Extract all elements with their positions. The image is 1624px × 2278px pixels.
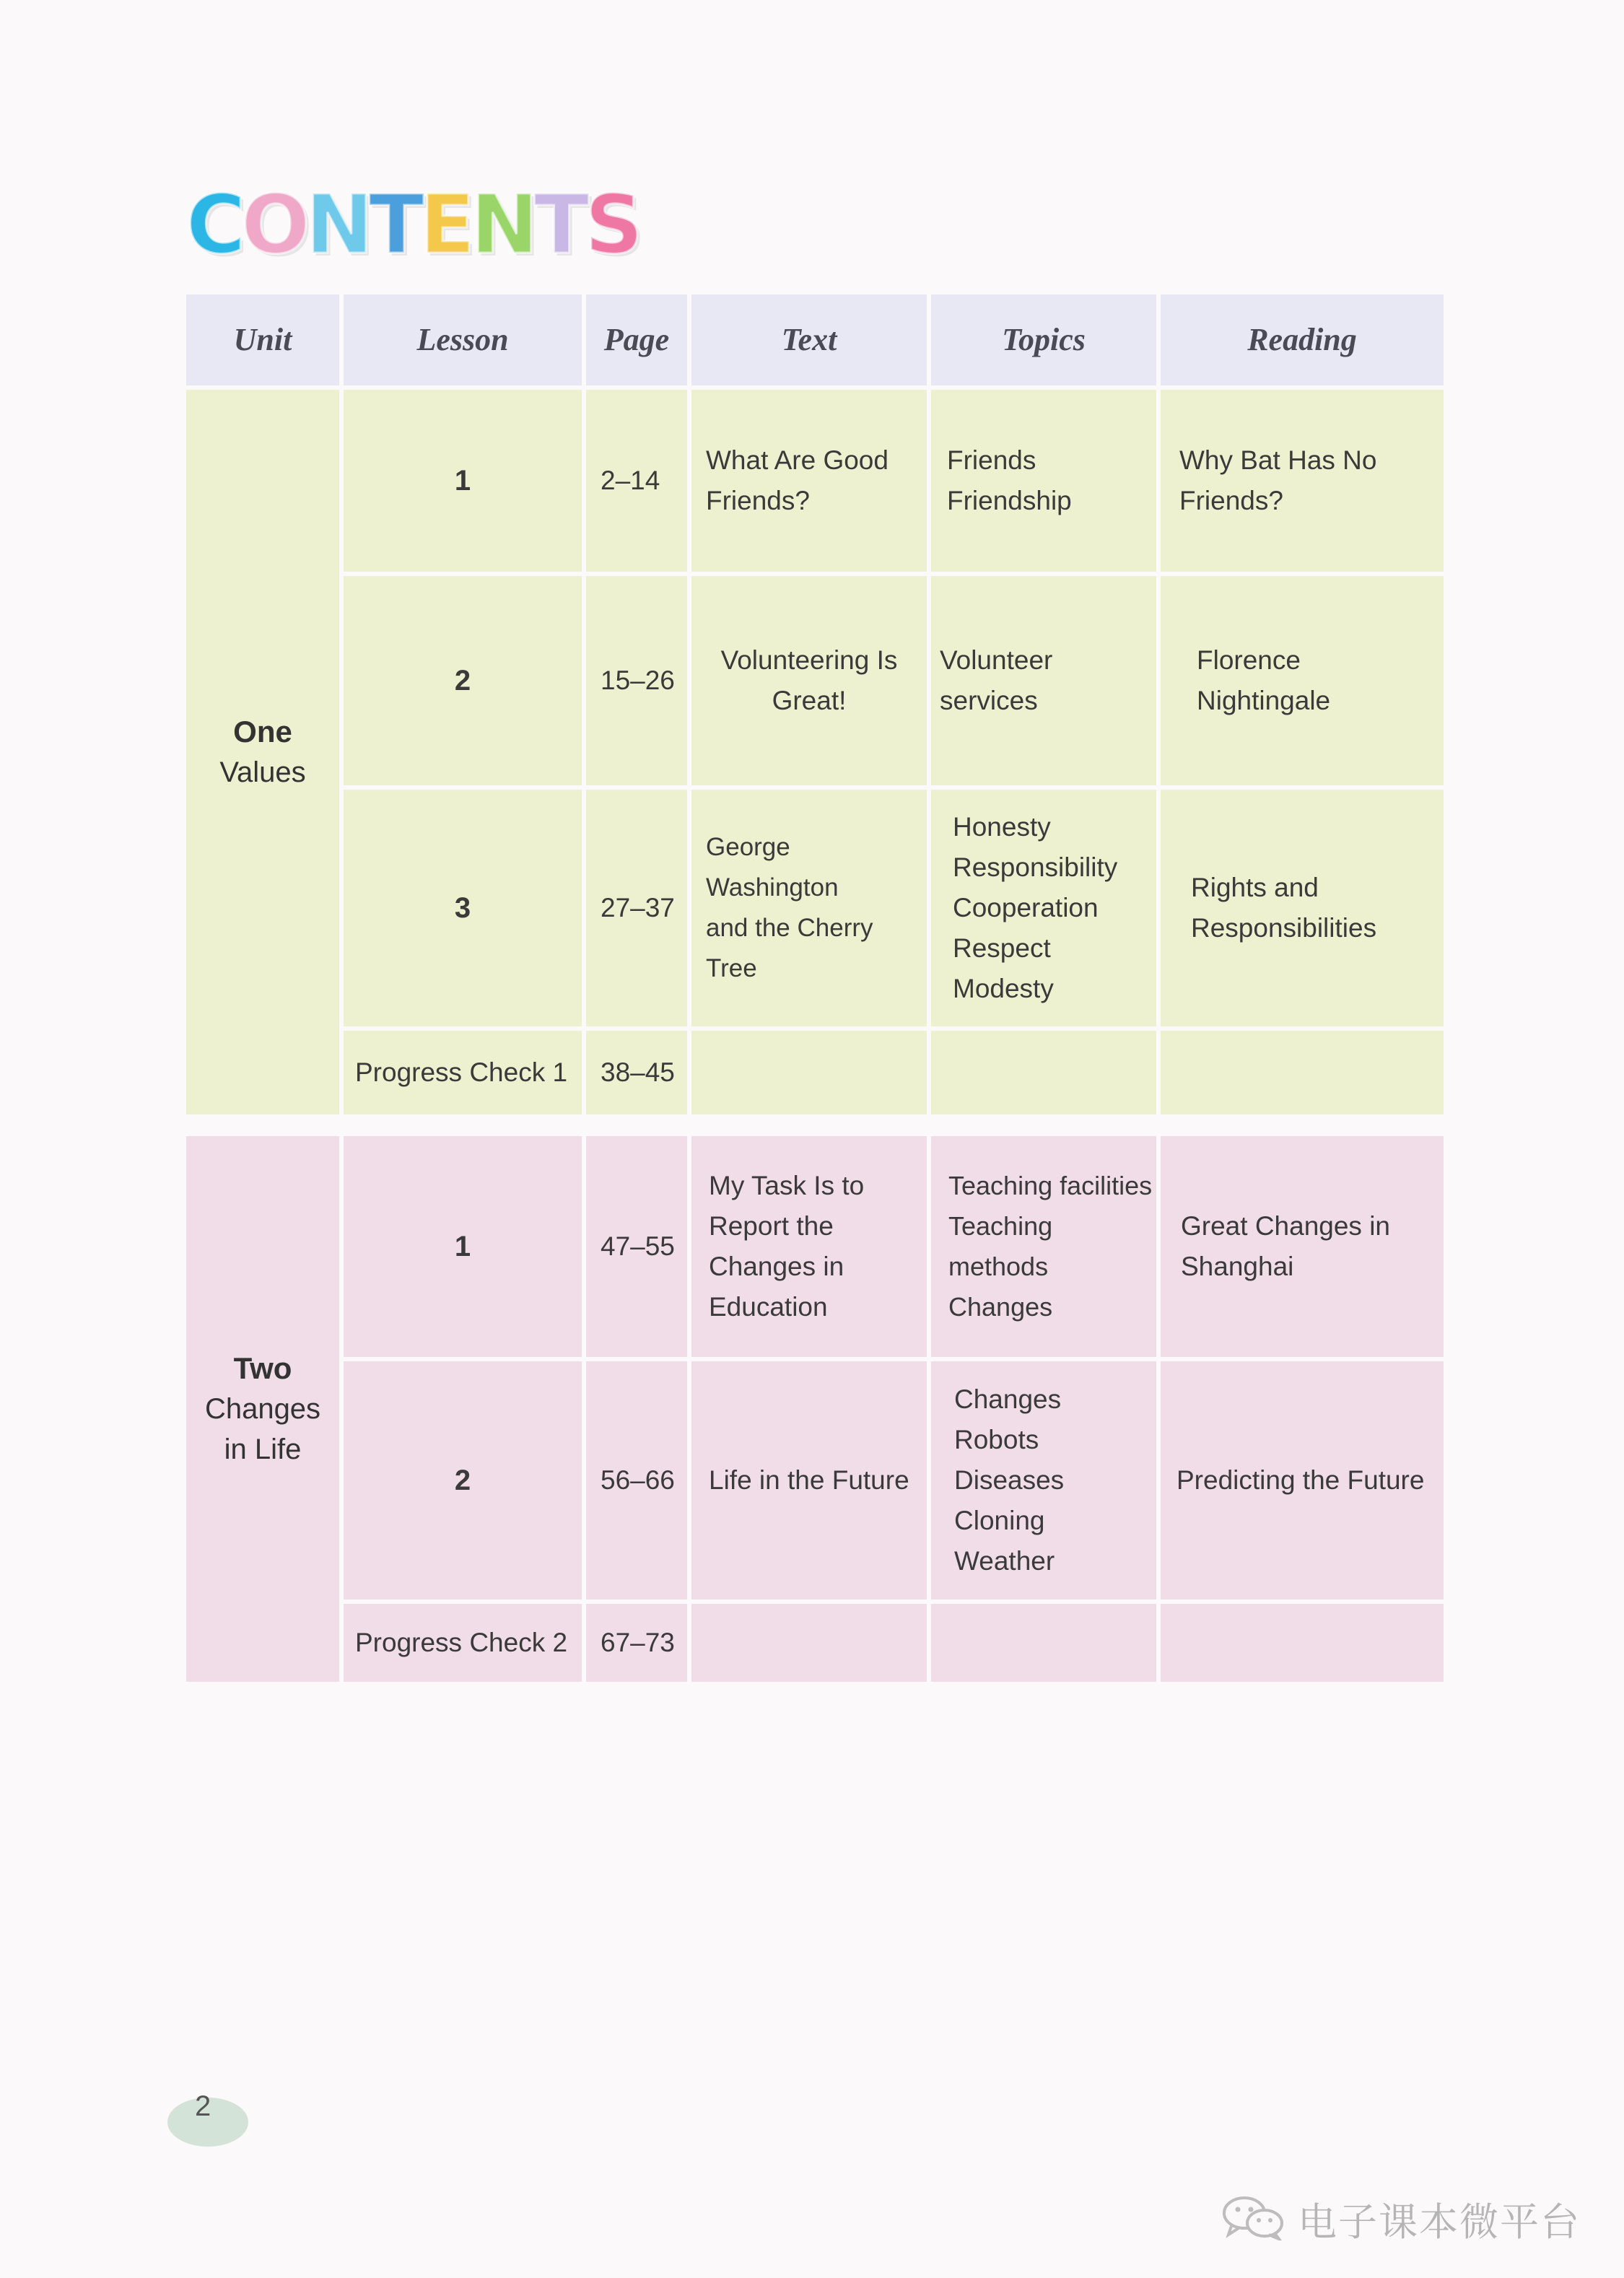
unit-two-cell [186, 1136, 339, 1682]
text-cell [691, 576, 927, 785]
progress-check-label: Progress Check 2 [355, 1628, 568, 1657]
text-title: George Washington and the Cherry Tree [706, 833, 873, 982]
empty-cell [1161, 1031, 1444, 1114]
header-page-label: Page [603, 322, 670, 357]
unit-one-number: One [233, 715, 292, 749]
unit-two-block [186, 1136, 1444, 1682]
lesson-number: 1 [454, 1231, 471, 1262]
lesson-cell [344, 390, 582, 572]
page-cell [586, 1361, 687, 1600]
reading-title: Rights and Responsibilities [1191, 873, 1377, 943]
title-letter: N [471, 178, 534, 272]
header-topics [931, 294, 1156, 385]
unit-two-name: Changes in Life [204, 1393, 321, 1465]
topics-cell [931, 790, 1156, 1026]
lesson-cell [344, 576, 582, 785]
topics-cell [931, 390, 1156, 572]
text-title: My Task Is to Report the Changes in Education [709, 1171, 865, 1322]
reading-cell [1161, 390, 1444, 572]
title-letter: S [585, 178, 639, 272]
progress-check-cell [344, 1604, 582, 1682]
title-letter: O [241, 178, 306, 272]
page-range: 38–45 [601, 1057, 675, 1087]
header-lesson-label: Lesson [416, 322, 509, 357]
empty-cell [1161, 1604, 1444, 1682]
title-letter: T [369, 178, 420, 272]
header-topics-label: Topics [1002, 322, 1086, 357]
reading-title: Predicting the Future [1176, 1465, 1425, 1495]
text-title: What Are Good Friends? [706, 445, 889, 515]
contents-title [186, 178, 639, 272]
topics-cell [931, 1136, 1156, 1357]
text-cell [691, 790, 927, 1026]
topics-list: Changes Robots Diseases Cloning Weather [954, 1384, 1065, 1576]
empty-cell [691, 1604, 927, 1682]
header-text [691, 294, 927, 385]
page-range: 15–26 [601, 665, 675, 695]
topics-list: Teaching facilities Teaching methods Changes [948, 1171, 1153, 1322]
unit-two-number: Two [233, 1351, 292, 1385]
reading-cell [1161, 790, 1444, 1026]
empty-cell [691, 1031, 927, 1114]
text-title: Volunteering Is Great! [720, 645, 898, 715]
text-cell [691, 390, 927, 572]
topics-cell [931, 576, 1156, 785]
topics-list: Friends Friendship [947, 445, 1072, 515]
empty-cell [931, 1604, 1156, 1682]
reading-cell [1161, 576, 1444, 785]
page-range: 67–73 [601, 1628, 675, 1657]
title-letter: N [305, 178, 370, 272]
wechat-icon [1220, 2194, 1286, 2244]
header-text-label: Text [781, 322, 837, 357]
title-letter: C [186, 178, 242, 272]
empty-cell [931, 1031, 1156, 1114]
page-cell [586, 576, 687, 785]
lesson-number: 2 [454, 665, 471, 697]
header-reading-label: Reading [1247, 322, 1357, 357]
unit-one-block [186, 390, 1444, 1114]
reading-cell [1161, 1136, 1444, 1357]
text-cell [691, 1361, 927, 1600]
progress-check-cell [344, 1031, 582, 1114]
reading-cell [1161, 1361, 1444, 1600]
lesson-number: 2 [454, 1465, 471, 1496]
page-range: 27–37 [601, 893, 675, 922]
watermark-text: 电子课本微平台 [1298, 2199, 1581, 2245]
topics-list: Honesty Responsibility Cooperation Respect Modesty [953, 812, 1118, 1003]
page-cell [586, 390, 687, 572]
lesson-cell [344, 790, 582, 1026]
topics-cell [931, 1361, 1156, 1600]
reading-title: Why Bat Has No Friends? [1179, 445, 1377, 515]
page-range: 56–66 [601, 1465, 675, 1495]
topics-list: Volunteer services [940, 645, 1053, 715]
header-reading [1161, 294, 1444, 385]
page-range: 2–14 [601, 466, 660, 495]
page-cell [586, 1136, 687, 1357]
lesson-cell [344, 1361, 582, 1600]
header-lesson [344, 294, 582, 385]
header-page [586, 294, 687, 385]
reading-title: Florence Nightingale [1197, 645, 1331, 715]
reading-title: Great Changes in Shanghai [1181, 1211, 1391, 1281]
page-cell [586, 1031, 687, 1114]
page-cell [586, 790, 687, 1026]
page-range: 47–55 [601, 1231, 675, 1261]
page-number: 2 [195, 2090, 211, 2122]
unit-one-name: Values [219, 756, 306, 788]
title-letter: E [419, 178, 471, 272]
table-header [186, 294, 1444, 385]
progress-check-label: Progress Check 1 [355, 1057, 568, 1087]
title-letter: T [533, 178, 585, 272]
lesson-number: 1 [454, 465, 471, 497]
lesson-cell [344, 1136, 582, 1357]
header-unit [186, 294, 339, 385]
text-title: Life in the Future [709, 1465, 909, 1495]
header-unit-label: Unit [233, 322, 292, 357]
unit-one-cell [186, 390, 339, 1114]
text-cell [691, 1136, 927, 1357]
page-cell [586, 1604, 687, 1682]
lesson-number: 3 [454, 892, 471, 924]
watermark [1220, 2191, 1581, 2247]
